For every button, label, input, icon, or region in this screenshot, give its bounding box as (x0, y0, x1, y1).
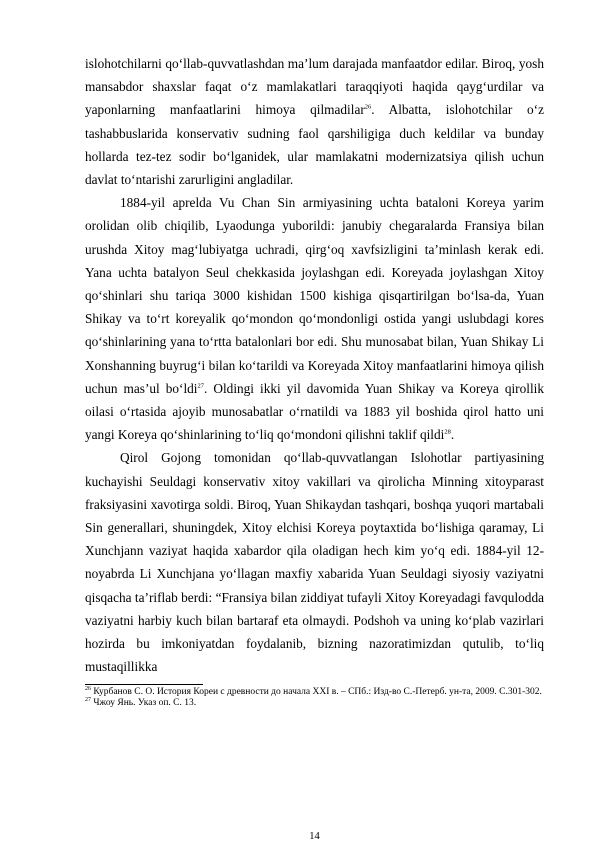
footnote-text: Чжоу Янь. Указ оп. С. 13. (93, 698, 197, 709)
footnote-ref-27[interactable]: 27 (197, 382, 205, 390)
body-paragraph-2 (85, 191, 544, 446)
footnote-divider (85, 684, 203, 685)
paragraph-text: islohotchilarni qoʻllab-quvvatlashdan maʼlum darajada manfaatdor edilar. Biroq, yosh mansabdor shaxslar faqat oʻz mamlakatlari taraqqiyoti haqida qaygʻurdilar va yaponlarning manfaatlarini himoya qilmadilar (85, 56, 544, 118)
footnote-27 (85, 698, 544, 709)
body-paragraph-3 (85, 446, 544, 678)
paragraph-text: . Oldingi ikki yil davomida Yuan Shikay va Koreya qirollik oilasi oʻrtasida ajoyib munosabatlar oʻrnatildi va 1883 yil boshida qirol hatto uni yangi Koreya qoʻshinlarining toʻliq qoʻmondoni qilishni taklif qildi (85, 380, 544, 443)
footnote-text: Курбанов С. О. История Кореи с древности до начала XXI в. – СПб.: Изд-во С.-Петерб. ун-та, 2009. С.301-302. (93, 687, 542, 698)
paragraph-text: Qirol Gojong tomonidan qoʻllab-quvvatlangan Islohotlar partiyasining kuchayishi Seuldagi konservativ xitoy vakillari va qirolicha Minning xitoyparast fraksiyasini xavotirga soldi. Biroq, Yuan Shikaydan tashqari, boshqa yuqori martabali Sin generallari, shuningdek, Xitoy elchisi Koreya poytaxtida boʻlishiga qaramay, Li Xunchjann vaziyat haqida xabardor qila oladigan hech kim yoʻq edi. 1884-yil 12-noyabrda Li Xunchjana yoʻllagan maxfiy xabarida Yuan Seuldagi siyosiy vaziyatni qisqacha taʼriflab berdi: “Fransiya bilan ziddiyat tufayli Xitoy Koreyadagi favqulodda vaziyatni harbiy kuch bilan bartaraf eta olmaydi. Podshoh va uning koʻplab vazirlari hozirda bu imkoniyatdan foydalanib, bizning nazoratimizdan qutulib, toʻliq mustaqillikka (85, 450, 544, 675)
footnote-26 (85, 687, 544, 698)
body-paragraph-1 (85, 52, 544, 191)
footnote-number: 26 (85, 686, 91, 693)
footnote-ref-26[interactable]: 26 (364, 103, 372, 111)
document-page (85, 52, 544, 842)
paragraph-text: . Albatta, islohotchilar oʻz tashabbuslarida konservativ sudning faol qarshiligiga duch keldilar va bunday hollarda tez-tez sodir boʻlganidek, ular mamlakatni modernizatsiya qilish uchun davlat toʻntarishi zarurligini angladilar. (85, 102, 544, 188)
paragraph-text: 1884-yil aprelda Vu Chan Sin armiyasining uchta bataloni Koreya yarim orolidan olib chiqilib, Lyaodunga yuborildi: janubiy chegaralarda Fransiya bilan urushda Xitoy magʻlubiyatga uchradi, qirgʻoq xavfsizligini taʼminlash kerak edi. Yana uchta batalyon Seul chekkasida joylashgan edi. Koreyada joylashgan Xitoy qoʻshinlari shu tariqa 3000 kishidan 1500 kishiga qisqartirilgan boʻlsa-da, Yuan Shikay va toʻrt koreyalik qoʻmondon qoʻmondonligi ostida yangi uslubdagi kores qoʻshinlarining yana toʻrtta batalonlari bor edi. Shu munosabat bilan, Yuan Shikay Li Xonshanning buyrugʻi bilan koʻtarildi va Koreyada Xitoy manfaatlarini himoya qilish uchun masʼul boʻldi (85, 195, 544, 396)
footnote-ref-28[interactable]: 28 (444, 428, 451, 436)
footnote-number: 27 (85, 697, 91, 704)
page-number: 14 (309, 831, 320, 842)
paragraph-text: . (450, 427, 455, 443)
